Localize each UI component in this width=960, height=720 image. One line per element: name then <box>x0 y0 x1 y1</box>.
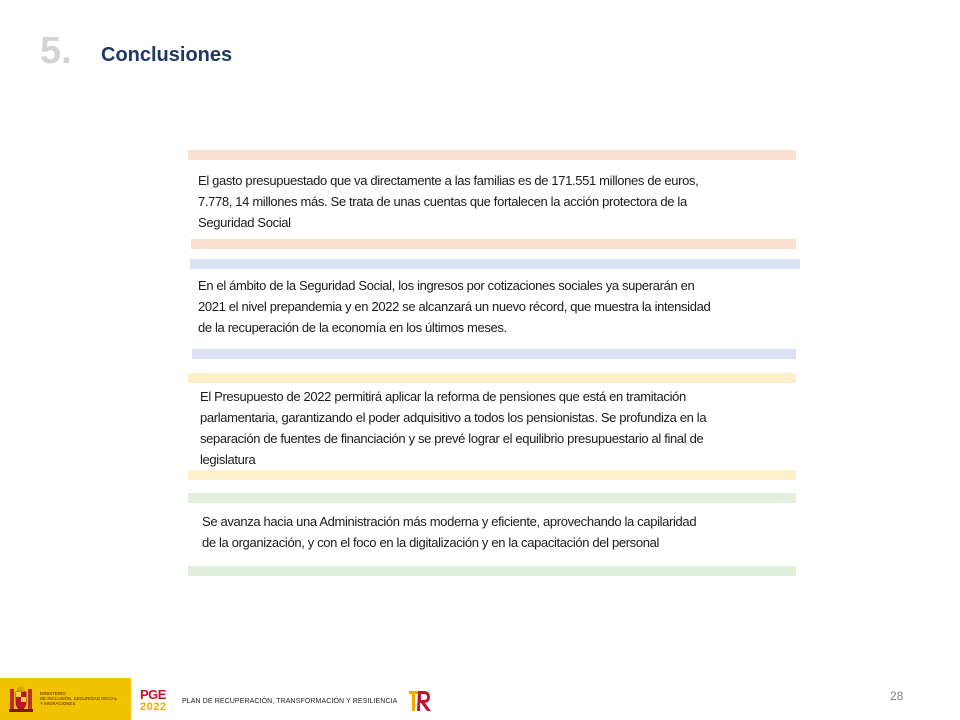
box-3-bottom-band <box>188 470 796 480</box>
box-3-line: separación de fuentes de financiación y se prevé lograr el equilibrio presupuestario al final de <box>200 431 704 446</box>
box-3-line: parlamentaria, garantizando el poder adquisitivo a todos los pensionistas. Se profundiza en la <box>200 410 707 425</box>
box-4-text <box>202 511 696 553</box>
box-2-bottom-band <box>192 349 796 359</box>
box-4-top-band <box>188 493 796 503</box>
box-1-line: 7.778, 14 millones más. Se trata de unas cuentas que fortalecen la acción protectora de la <box>198 194 687 209</box>
box-2-top-band <box>190 259 800 269</box>
footer <box>0 678 960 720</box>
ministry-line: MINISTERIO <box>40 691 66 696</box>
box-1-line: El gasto presupuestado que va directamente a las familias es de 171.551 millones de euros, <box>198 173 699 188</box>
page-title: Conclusiones <box>101 44 233 66</box>
box-4-bottom-band <box>188 566 796 576</box>
box-2-line: de la recuperación de la economía en los últimos meses. <box>198 320 507 335</box>
box-1-text <box>198 170 698 233</box>
pge-logo <box>140 688 176 716</box>
ministry-line: DE INCLUSIÓN, SEGURIDAD SOCIAL <box>40 696 118 701</box>
box-1-bottom-band <box>191 239 796 249</box>
section-number: 5. <box>40 30 72 72</box>
box-1-top-band <box>188 150 796 160</box>
box-3-line: legislatura <box>200 452 256 467</box>
ministry-name <box>40 691 130 706</box>
box-2-line: 2021 el nivel prepandemia y en 2022 se alcanzará un nuevo récord, que muestra la intensidad <box>198 299 711 314</box>
box-4-line: de la organización, y con el foco en la digitalización y en la capacitación del personal <box>202 535 660 550</box>
box-3-line: El Presupuesto de 2022 permitirá aplicar la reforma de pensiones que está en tramitación <box>200 389 686 404</box>
box-4-line: Se avanza hacia una Administración más moderna y eficiente, aprovechando la capilaridad <box>202 514 697 529</box>
box-3-text <box>200 386 706 470</box>
pge-logo-year: 2022 <box>140 701 167 713</box>
box-2-line: En el ámbito de la Seguridad Social, los ingresos por cotizaciones sociales ya superarán en <box>198 278 695 293</box>
recovery-plan-label: PLAN DE RECUPERACIÓN, TRANSFORMACIÓN Y RESILIENCIA <box>182 698 398 705</box>
pge-logo-text: PGE <box>140 687 166 702</box>
ministry-logo <box>0 678 131 720</box>
ministry-line: Y MIGRACIONES <box>40 701 76 706</box>
box-3-top-band <box>188 373 796 383</box>
recovery-plan-logo-icon <box>407 689 433 713</box>
box-1-line: Seguridad Social <box>198 215 291 230</box>
page-number: 28 <box>890 689 904 703</box>
coat-of-arms-icon <box>8 686 34 714</box>
box-2-text <box>198 275 710 338</box>
